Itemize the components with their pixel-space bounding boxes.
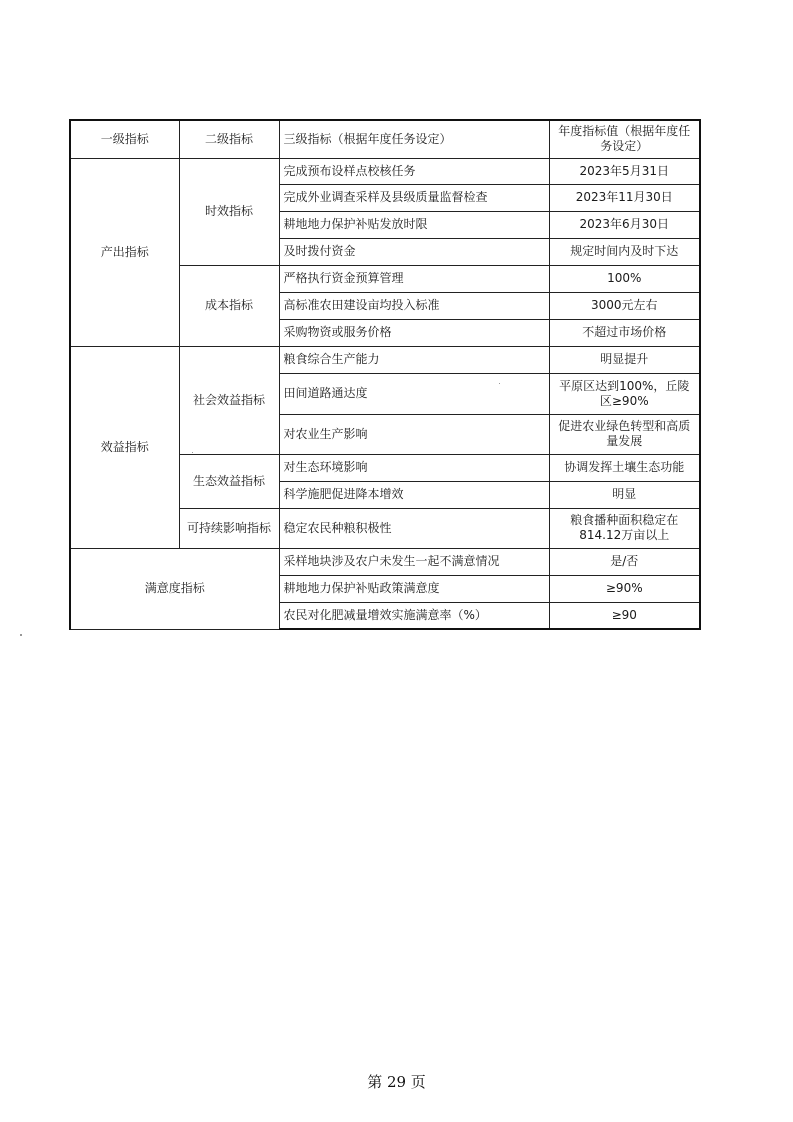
- header-level2: 二级指标: [179, 120, 279, 158]
- indicator-cell: 对生态环境影响: [279, 454, 549, 481]
- indicator-cell: 粮食综合生产能力: [279, 346, 549, 373]
- indicator-cell: 对农业生产影响: [279, 414, 549, 454]
- header-value: 年度指标值（根据年度任务设定）: [549, 120, 700, 158]
- page-number: 第 29 页: [367, 1073, 426, 1091]
- indicator-cell: 农民对化肥减量增效实施满意率（%）: [279, 602, 549, 629]
- group-benefit: 效益指标: [70, 346, 179, 548]
- subgroup-timeliness: 时效指标: [179, 158, 279, 265]
- indicator-cell: 科学施肥促进降本增效: [279, 481, 549, 508]
- indicator-cell: 采样地块涉及农户未发生一起不满意情况: [279, 548, 549, 575]
- value-cell: 3000元左右: [549, 292, 700, 319]
- value-cell: 2023年11月30日: [549, 184, 700, 211]
- value-cell: 粮食播种面积稳定在814.12万亩以上: [549, 508, 700, 548]
- group-output: 产出指标: [70, 158, 179, 346]
- subgroup-social: 社会效益指标: [179, 346, 279, 454]
- value-cell: 平原区达到100%，丘陵区≥90%: [549, 373, 700, 414]
- indicator-cell: 严格执行资金预算管理: [279, 265, 549, 292]
- value-cell: 规定时间内及时下达: [549, 238, 700, 265]
- group-satisfaction: 满意度指标: [70, 548, 279, 629]
- scan-speck: [499, 383, 500, 384]
- performance-indicator-table: [69, 119, 701, 630]
- indicator-cell: 耕地地力保护补贴政策满意度: [279, 575, 549, 602]
- value-cell: ≥90: [549, 602, 700, 629]
- table-row: [70, 346, 700, 373]
- indicator-cell: 完成预布设样点校核任务: [279, 158, 549, 184]
- table-row: [70, 158, 700, 184]
- table-header-row: [70, 120, 700, 158]
- value-cell: 100%: [549, 265, 700, 292]
- scan-speck: [192, 452, 193, 453]
- subgroup-sustainable: 可持续影响指标: [179, 508, 279, 548]
- value-cell: 不超过市场价格: [549, 319, 700, 346]
- subgroup-ecological: 生态效益指标: [179, 454, 279, 508]
- indicator-cell: 耕地地力保护补贴发放时限: [279, 211, 549, 238]
- indicator-cell: 稳定农民种粮积极性: [279, 508, 549, 548]
- value-cell: 是/否: [549, 548, 700, 575]
- header-level1: 一级指标: [70, 120, 179, 158]
- indicator-cell: 田间道路通达度: [279, 373, 549, 414]
- value-cell: 明显提升: [549, 346, 700, 373]
- indicator-cell: 采购物资或服务价格: [279, 319, 549, 346]
- value-cell: ≥90%: [549, 575, 700, 602]
- header-level3: 三级指标（根据年度任务设定）: [279, 120, 549, 158]
- value-cell: 明显: [549, 481, 700, 508]
- value-cell: 2023年6月30日: [549, 211, 700, 238]
- value-cell: 协调发挥土壤生态功能: [549, 454, 700, 481]
- value-cell: 2023年5月31日: [549, 158, 700, 184]
- indicator-cell: 及时拨付资金: [279, 238, 549, 265]
- subgroup-cost: 成本指标: [179, 265, 279, 346]
- value-cell: 促进农业绿色转型和高质量发展: [549, 414, 700, 454]
- scan-speck: [20, 634, 22, 636]
- indicator-cell: 高标准农田建设亩均投入标准: [279, 292, 549, 319]
- table-row: [70, 548, 700, 575]
- indicator-cell: 完成外业调查采样及县级质量监督检查: [279, 184, 549, 211]
